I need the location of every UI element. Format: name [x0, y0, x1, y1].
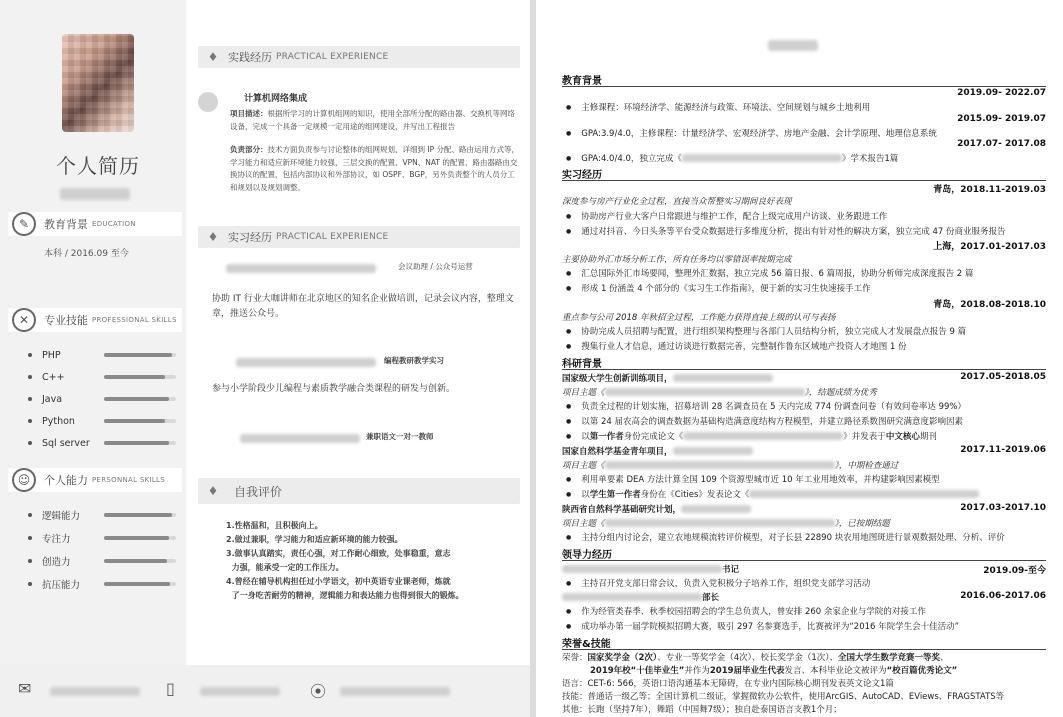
- rule: [562, 649, 1046, 650]
- p1-date: 2017.05-2018.05: [960, 372, 1046, 382]
- education-header: ✎ 教育背景 EDUCATION: [8, 212, 182, 236]
- bullet-dot: [28, 536, 32, 540]
- p2-b1: ● 利用单要素 DEA 方法计算全国 109 个资源型城市近 10 年工业用地效率，并构建影响因素模型: [566, 473, 940, 485]
- edu2-date: 2015.09- 2019.07: [957, 114, 1046, 124]
- skill-row: [28, 577, 178, 591]
- internship-header: ♦ 实习经历 PRACTICAL EXPERIENCE: [198, 226, 520, 248]
- skill-row: [28, 370, 178, 384]
- p3-title: 陕西省自然科学基础研究计划，: [562, 503, 751, 515]
- project-duty: 负责部分：技术方面负责参与讨论整体的组网规划，详细到 IP 分配、路由运用方式等，学习能力和适应新环境能力较强，三层交换的配置、VPN、NAT 的配置、路由器路由交换协议的配置，包括内部协议和外部协议，如 OSPF、BGP，另外负责整个的人员分工和规划以及规划调整。: [230, 145, 520, 192]
- self-eval-line: 2.做过兼职，学习能力和适应新环境的能力较强。: [226, 535, 403, 544]
- int2-b1: ● 汇总国际外汇市场要闻，整理外汇数据，独立完成 56 篇日报、6 篇周报，协助分析师完成深度报告 2 篇: [566, 267, 973, 279]
- p2-title: 国家自然科学基金青年项目，: [562, 445, 753, 457]
- rule: [562, 180, 1046, 181]
- skill-row: [28, 392, 178, 406]
- skill-name: 逻辑能力: [42, 511, 81, 522]
- lead2-b2: ● 成功举办第一届学院模拟招聘大赛，吸引 297 名参赛选手，比赛被评为“2016 年院学生会十佳活动”: [566, 620, 959, 632]
- skill-name: C++: [42, 371, 65, 383]
- p3-b1: ● 主持分组内讨论会，建立农地规模流转评价模型，对子长县 22890 块农用地图斑进行景观数据处理、分析、评价: [566, 531, 1005, 543]
- name-redacted: [768, 40, 818, 51]
- address-redacted: [340, 687, 450, 696]
- lead1-b1: ● 主持召开党支部日常会议，负责入党积极分子培养工作，组织党支部学习活动: [566, 577, 870, 589]
- skill-level-bar: [104, 559, 176, 563]
- pencil-icon: ✎: [12, 212, 36, 236]
- edu1-date: 2019.09- 2022.07: [957, 88, 1046, 98]
- company-redacted: [226, 264, 376, 273]
- self-eval-line: 4.曾经在辅导机构担任过小学语文，初中英语专业课老师，炼就: [226, 577, 451, 586]
- email-icon: ✉: [18, 679, 32, 698]
- location-icon: ⦿: [310, 682, 327, 701]
- rule: [562, 86, 1046, 87]
- p3-date: 2017.03-2017.10: [960, 503, 1046, 513]
- r-internship-title: 实习经历: [562, 170, 602, 181]
- p1-b2: ● 以第 24 届农高会的调查数据为基础构造满意度结构方程模型，并建立路径系数图研究满意度影响因素: [566, 415, 963, 427]
- project-title: 计算机网络集成: [244, 94, 308, 104]
- r-honors-title: 荣誉&技能: [562, 639, 611, 650]
- honors-line2: 2019年校“十佳毕业生”并作为2019届毕业生代表发言、本科毕业论文被评为“校百篇优秀论文”: [590, 666, 958, 676]
- contact-footer: [0, 665, 530, 717]
- skill-level-bar: [104, 441, 176, 445]
- name-redacted: [60, 188, 130, 200]
- profile-photo: [62, 34, 134, 132]
- int3-title: 重点参与公司 2018 年秋招全过程，工作能力获得直接上级的认可与表扬: [562, 313, 836, 323]
- bullet-dot: [28, 419, 32, 423]
- tie-icon: ♦: [207, 484, 219, 498]
- r-education-title: 教育背景: [562, 76, 602, 87]
- skill-name: Python: [42, 415, 75, 427]
- skill-row: [28, 348, 178, 362]
- project-marker: [198, 92, 218, 112]
- skill-row: [28, 508, 178, 522]
- job2-desc: 参与小学阶段少儿编程与素质教学融合类课程的研发与创新。: [212, 384, 456, 394]
- honors-line1: 荣誉：国家奖学金（2次）、专业一等奖学金（4次）、校长奖学金（1次）、全国大学生数学竞赛一等奖、: [562, 653, 949, 663]
- job1-role: 会议助理 / 公众号运营: [398, 262, 473, 271]
- tie-icon: ♦: [207, 50, 219, 64]
- skills-header: ✕ 专业技能 PROFESSIONAL SKILLS: [8, 308, 182, 332]
- person-icon: ☺: [12, 468, 36, 492]
- lead1-title: 书记: [562, 563, 739, 575]
- skill-name: 专注力: [42, 534, 71, 545]
- skill-level-bar: [104, 419, 176, 423]
- honors-line5: 其他：长跑（坚持7年），舞蹈（中国舞7级）；独自赴泰国语言支教1个月；: [562, 705, 842, 715]
- email-redacted: [50, 687, 140, 696]
- r-research-title: 科研背景: [562, 359, 602, 370]
- int1-date: 青岛，2018.11-2019.03: [933, 185, 1046, 195]
- company-redacted: [236, 358, 376, 367]
- p2-b2: ● 以学生第一作者身份在《Cities》发表论文《: [566, 488, 979, 500]
- skill-name: 抗压能力: [42, 580, 81, 591]
- int1-title: 深度参与房产行业化全过程，直接当众帮整实习期间良好表现: [562, 197, 792, 207]
- job3-role: 兼职语文一对一教师: [366, 432, 434, 441]
- int1-b2: ● 通过对抖音、今日头条等平台受众数据进行多维度分析，提出有针对性的解决方案，独立完成 47 份商业服务报告: [566, 225, 1005, 237]
- skill-level-bar: [104, 353, 176, 357]
- bullet-dot: [28, 559, 32, 563]
- skill-level-bar: [104, 513, 176, 517]
- tools-icon: ✕: [12, 308, 36, 332]
- p2-date: 2017.11-2019.06: [960, 445, 1046, 455]
- right-resume: [536, 0, 1063, 717]
- p1-title: 国家级大学生创新训练项目，: [562, 372, 773, 384]
- main-column: [186, 0, 530, 665]
- p2-sub: 项目主题《 》，中期检查通过: [562, 461, 899, 471]
- skill-level-bar: [104, 397, 176, 401]
- int2-b2: ● 形成 1 份涵盖 4 个部分的《实习生工作指南》，便于新的实习生快速接手工作: [566, 282, 871, 294]
- lead2-title: 部长: [562, 591, 719, 603]
- resume-title: 个人简历: [56, 154, 140, 178]
- job2-role: 编程教研教学实习: [384, 356, 444, 365]
- lead2-b1: ● 作为经管类春季、秋季校园招聘会的学生总负责人，曾安排 260 余家企业与学院的对接工作: [566, 605, 926, 617]
- skill-level-bar: [104, 582, 176, 586]
- edu3-date: 2017.07- 2017.08: [957, 139, 1046, 149]
- edu2-text: ● GPA:3.9/4.0，主修课程：计量经济学、宏观经济学、房地产金融、会计学原理、地理信息系统: [566, 127, 937, 139]
- skill-name: Sql server: [42, 437, 90, 449]
- rule: [562, 560, 1046, 561]
- int3-b1: ● 协助完成人员招聘与配置，进行组织架构整理与各部门人员结构分析，独立完成人才发展盘点报告 9 篇: [566, 325, 966, 337]
- lead1-date: 2019.09-至今: [983, 566, 1046, 576]
- job1-desc: 协助 IT 行业大咖讲师在北京地区的知名企业做培训，记录会议内容，整理文章，推送公众号。: [212, 294, 514, 319]
- skill-level-bar: [104, 375, 176, 379]
- skill-row: [28, 531, 178, 545]
- edu1-text: ● 主修课程：环境经济学、能源经济与政策、环境法、空间规划与城乡土地利用: [566, 101, 870, 113]
- skill-name: Java: [42, 393, 63, 405]
- bullet-dot: [28, 441, 32, 445]
- rule: [562, 369, 1046, 370]
- bullet-dot: [28, 513, 32, 517]
- left-resume: [0, 0, 530, 717]
- company-redacted: [240, 434, 360, 443]
- int2-date: 上海，2017.01-2017.03: [933, 242, 1046, 252]
- skill-name: PHP: [42, 349, 61, 361]
- phone-icon: ▯: [166, 679, 175, 698]
- p1-sub: 项目主题《 》，结题成绩为优秀: [562, 388, 877, 398]
- bullet-dot: [28, 582, 32, 586]
- practice-header: ♦ 实践经历 PRACTICAL EXPERIENCE: [198, 46, 520, 68]
- phone-redacted: [200, 687, 280, 696]
- self-eval-line: 力强，能承受一定的工作压力。: [226, 563, 344, 572]
- abilities-header: ☺ 个人能力 PERSONNAL SKILLS: [8, 468, 182, 492]
- skill-level-bar: [104, 536, 176, 540]
- self-eval-line: 了一身吃苦耐劳的精神，逻辑能力和表达能力也得到很大的锻炼。: [226, 591, 464, 600]
- int3-date: 青岛，2018.08-2018.10: [933, 300, 1046, 310]
- bullet-dot: [28, 397, 32, 401]
- self-eval-header: ♦ 自我评价: [198, 478, 520, 504]
- edu3-text: ● GPA:4.0/4.0，独立完成《 》学术报告1篇: [566, 152, 898, 164]
- tie-icon: ♦: [207, 230, 219, 244]
- honors-line3: 语言：CET-6: 566，英语口语沟通基本无障碍，在专业内国际核心期刊发表英文论文1篇: [562, 679, 894, 689]
- p1-b3: ● 以第一作者身份完成论文《 》并发表于中文核心期刊: [566, 430, 937, 442]
- skill-row: [28, 554, 178, 568]
- education-detail: 本科 / 2016.09 至今: [44, 249, 129, 259]
- sidebar: [0, 0, 186, 665]
- self-eval-line: 3.做事认真踏实，责任心强，对工作耐心细致，处事稳重，意志: [226, 549, 451, 558]
- bullet-dot: [28, 375, 32, 379]
- skill-row: [28, 436, 178, 450]
- skill-row: [28, 414, 178, 428]
- r-leadership-title: 领导力经历: [562, 550, 612, 561]
- honors-line4: 技能：普通话一级乙等；全国计算机二级证，掌握微软办公软件，使用ArcGIS、AutoCAD、EViews、FRAGSTATS等: [562, 692, 1005, 702]
- bullet-dot: [28, 353, 32, 357]
- int2-title: 主要协助外汇市场分析工作，所有任务均以零错误率按期完成: [562, 255, 792, 265]
- self-eval-line: 1.性格温和，且积极向上。: [226, 521, 323, 530]
- int3-b2: ● 搜集行业人才信息，通过访谈进行数据完善，完整制作鲁东区域地产投资人才地图 1 份: [566, 340, 907, 352]
- int1-b1: ● 协助房产行业大客户日常跟进与维护工作，配合上级完成用户访谈、业务跟进工作: [566, 210, 887, 222]
- p1-b1: ● 负责全过程的计划实施，招募培训 28 名调查员在 5 天内完成 774 份调查问卷（有效问卷率达 99%）: [566, 400, 966, 412]
- project-desc: 项目描述：根据所学习的计算机组网的知识，使用全部所分配的路由器、交换机等网络设备，完成一个具备一定规模一定用途的组网建设，并写出工程报告: [230, 109, 515, 131]
- skill-name: 创造力: [42, 557, 71, 568]
- lead2-date: 2016.06-2017.06: [960, 591, 1046, 601]
- p3-sub: 项目主题《 》，已按期结题: [562, 519, 890, 529]
